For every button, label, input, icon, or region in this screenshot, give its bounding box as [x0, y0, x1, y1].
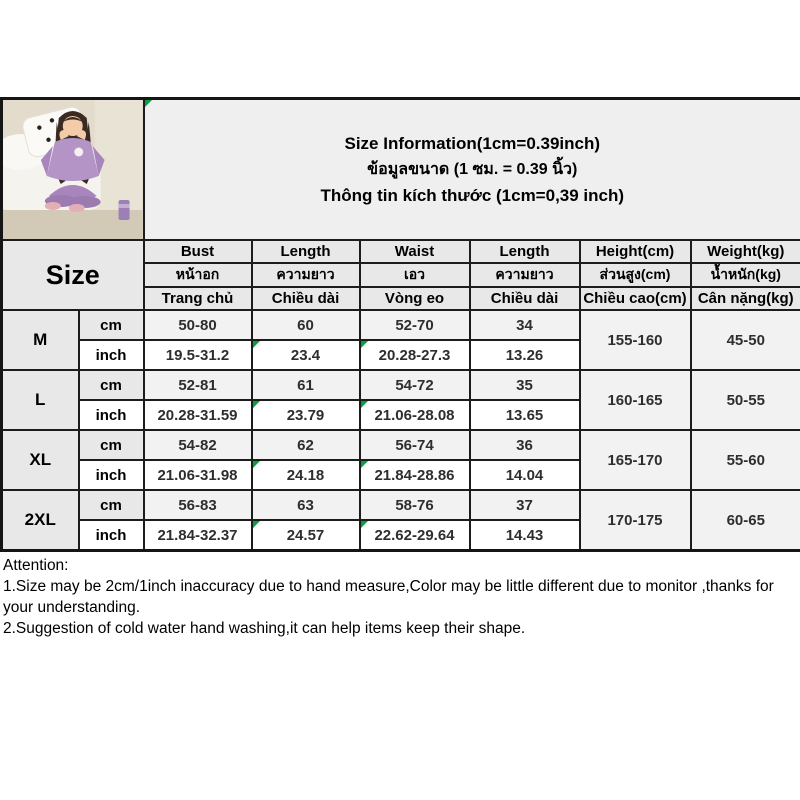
top-whitespace — [0, 0, 800, 97]
col-header-waist-vi: Vòng eo — [360, 287, 470, 310]
col-header-length2: Length — [470, 240, 580, 263]
value-cell: 21.84-32.37 — [144, 520, 252, 551]
value-cell: 58-76 — [360, 490, 470, 520]
header-row-en — [2, 240, 800, 263]
col-header-weight-th: น้ำหนัก(kg) — [691, 263, 800, 287]
value-cell: 24.18 — [252, 460, 360, 490]
attention-note — [0, 552, 800, 639]
attention-heading: Attention: — [3, 557, 69, 574]
value-cell: 20.28-27.3 — [360, 340, 470, 370]
cell-corner-flag-icon — [361, 521, 368, 528]
value-cell: 56-74 — [360, 430, 470, 460]
weight-value: 45-50 — [691, 310, 800, 370]
size-header: Size — [2, 240, 144, 310]
weight-value: 55-60 — [691, 430, 800, 490]
height-value: 160-165 — [580, 370, 691, 430]
value-cell: 63 — [252, 490, 360, 520]
value-cell: 54-82 — [144, 430, 252, 460]
value-cell: 35 — [470, 370, 580, 400]
value-cell: 13.26 — [470, 340, 580, 370]
col-header-bust-th: หน้าอก — [144, 263, 252, 287]
col-header-length2-th: ความยาว — [470, 263, 580, 287]
value-cell: 21.84-28.86 — [360, 460, 470, 490]
size-label-xl: XL — [2, 430, 79, 490]
value-cell: 36 — [470, 430, 580, 460]
cell-corner-flag-icon — [145, 100, 152, 107]
cell-corner-flag-icon — [361, 461, 368, 468]
value-cell: 61 — [252, 370, 360, 400]
col-header-height-th: ส่วนสูง(cm) — [580, 263, 691, 287]
weight-value: 60-65 — [691, 490, 800, 551]
value-cell: 62 — [252, 430, 360, 460]
value-cell: 23.79 — [252, 400, 360, 430]
value-cell: 22.62-29.64 — [360, 520, 470, 551]
size-information-title-cell — [144, 99, 800, 241]
unit-label-cm: cm — [79, 490, 144, 520]
unit-label-inch: inch — [79, 520, 144, 551]
unit-label-inch: inch — [79, 340, 144, 370]
attention-line-1: 1.Size may be 2cm/1inch inaccuracy due to hand measure,Color may be little different due to monitor ,thanks for your understanding. — [3, 578, 774, 616]
size-chart-table — [0, 97, 800, 552]
value-cell: 56-83 — [144, 490, 252, 520]
page-title-thai: ข้อมูลขนาด (1 ซม. = 0.39 นิ้ว) — [367, 160, 578, 178]
page-title-vietnamese: Thông tin kích thước (1cm=0,39 inch) — [320, 185, 625, 205]
size-label-2xl: 2XL — [2, 490, 79, 551]
row-m-cm — [2, 310, 800, 340]
col-header-bust: Bust — [144, 240, 252, 263]
row-l-cm — [2, 370, 800, 400]
value-cell: 24.57 — [252, 520, 360, 551]
height-value: 170-175 — [580, 490, 691, 551]
cell-corner-flag-icon — [361, 341, 368, 348]
page-title: Size Information(1cm=0.39inch) — [344, 133, 601, 153]
col-header-height-vi: Chiều cao(cm) — [580, 287, 691, 310]
title-row — [2, 99, 800, 241]
col-header-waist-th: เอว — [360, 263, 470, 287]
value-cell: 50-80 — [144, 310, 252, 340]
cell-corner-flag-icon — [253, 461, 260, 468]
value-cell: 14.04 — [470, 460, 580, 490]
value-cell: 52-70 — [360, 310, 470, 340]
product-photo-illustration — [3, 100, 143, 239]
value-cell: 54-72 — [360, 370, 470, 400]
cell-corner-flag-icon — [253, 341, 260, 348]
value-cell: 23.4 — [252, 340, 360, 370]
value-cell: 21.06-28.08 — [360, 400, 470, 430]
unit-label-cm: cm — [79, 310, 144, 340]
col-header-waist: Waist — [360, 240, 470, 263]
cell-corner-flag-icon — [361, 401, 368, 408]
height-value: 155-160 — [580, 310, 691, 370]
col-header-length-th: ความยาว — [252, 263, 360, 287]
value-cell: 13.65 — [470, 400, 580, 430]
row-2xl-cm — [2, 490, 800, 520]
attention-line-2: 2.Suggestion of cold water hand washing,it can help items keep their shape. — [3, 620, 526, 637]
height-value: 165-170 — [580, 430, 691, 490]
cell-corner-flag-icon — [253, 521, 260, 528]
size-label-m: M — [2, 310, 79, 370]
unit-label-inch: inch — [79, 460, 144, 490]
value-cell: 21.06-31.98 — [144, 460, 252, 490]
product-image — [2, 99, 144, 241]
value-cell: 34 — [470, 310, 580, 340]
value-cell: 60 — [252, 310, 360, 340]
unit-label-cm: cm — [79, 430, 144, 460]
col-header-bust-vi: Trang chủ — [144, 287, 252, 310]
value-cell: 52-81 — [144, 370, 252, 400]
row-xl-cm — [2, 430, 800, 460]
col-header-weight-vi: Cân nặng(kg) — [691, 287, 800, 310]
unit-label-cm: cm — [79, 370, 144, 400]
col-header-weight: Weight(kg) — [691, 240, 800, 263]
unit-label-inch: inch — [79, 400, 144, 430]
col-header-length: Length — [252, 240, 360, 263]
cell-corner-flag-icon — [253, 401, 260, 408]
value-cell: 37 — [470, 490, 580, 520]
value-cell: 14.43 — [470, 520, 580, 551]
value-cell: 20.28-31.59 — [144, 400, 252, 430]
col-header-length2-vi: Chiều dài — [470, 287, 580, 310]
col-header-height: Height(cm) — [580, 240, 691, 263]
value-cell: 19.5-31.2 — [144, 340, 252, 370]
size-label-l: L — [2, 370, 79, 430]
weight-value: 50-55 — [691, 370, 800, 430]
col-header-length-vi: Chiều dài — [252, 287, 360, 310]
